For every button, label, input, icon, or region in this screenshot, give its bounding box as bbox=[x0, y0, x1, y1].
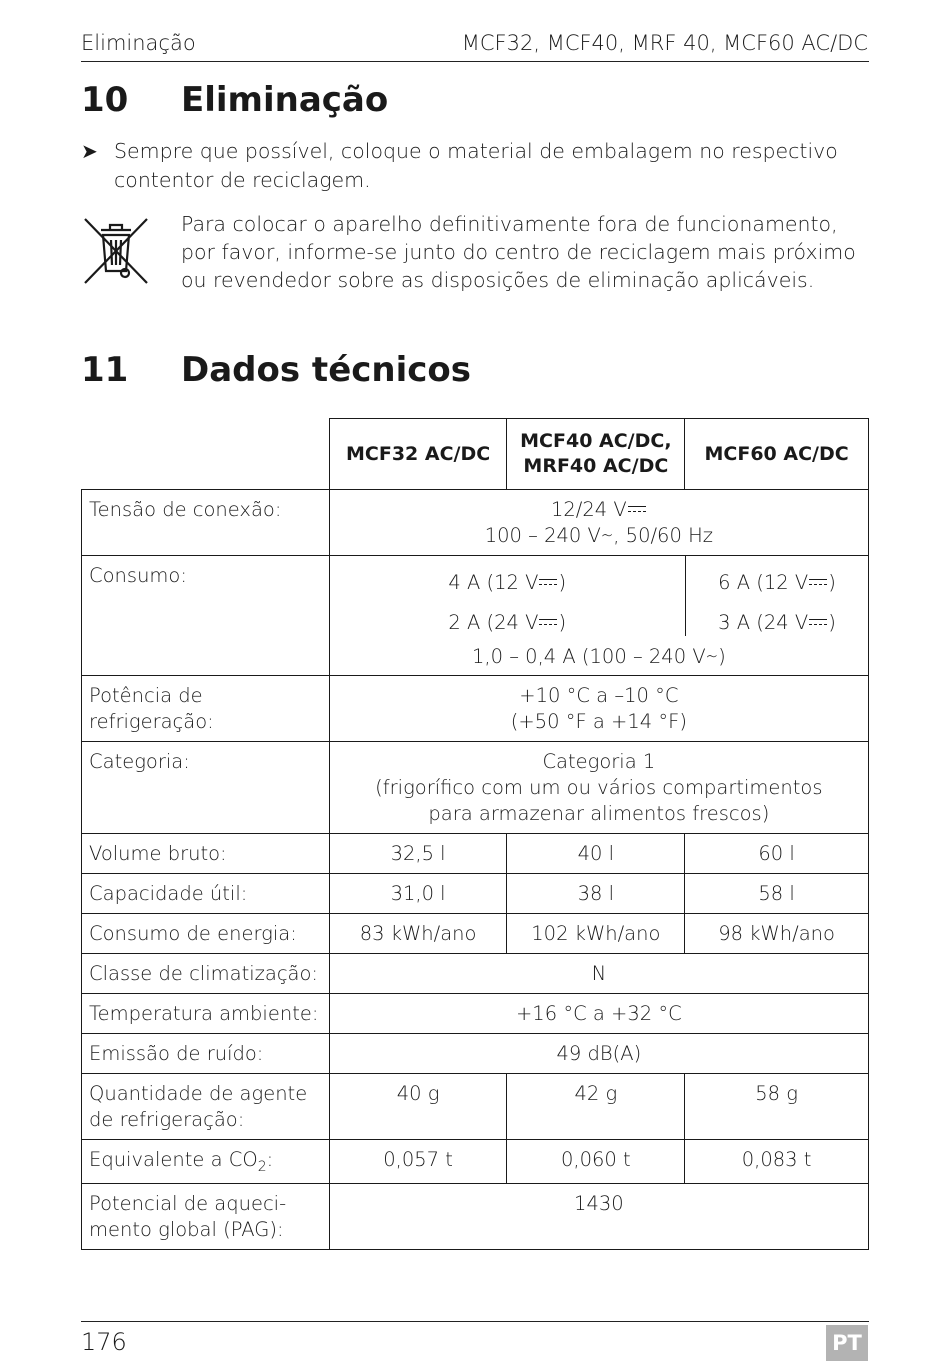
cell-value: 98 kWh/ano bbox=[685, 914, 869, 954]
header-mcf32: MCF32 AC/DC bbox=[329, 419, 507, 490]
row-label: Tensão de conexão: bbox=[82, 490, 330, 556]
dc-symbol-icon bbox=[627, 503, 647, 515]
crossed-out-wheelie-bin-icon bbox=[81, 213, 151, 285]
cell-value: 38 l bbox=[507, 874, 685, 914]
row-label: Volume bruto: bbox=[82, 834, 330, 874]
cell-value: 60 l bbox=[685, 834, 869, 874]
header-divider bbox=[81, 61, 869, 62]
voltage-dc: 12/24 V bbox=[550, 498, 627, 521]
table-row bbox=[82, 556, 869, 676]
cell-value: 40 l bbox=[507, 834, 685, 874]
arrow-bullet-icon: ➤ bbox=[81, 139, 98, 163]
row-label: Consumo de energia: bbox=[82, 914, 330, 954]
cell-value: 1430 bbox=[329, 1184, 868, 1250]
disposal-note: Para colocar o aparelho definitivamente fora de funcionamento, por favor, informe-se junto do centro de reciclagem mais próximo ou revendedor sobre as disposições de eliminação aplicáveis. bbox=[181, 212, 856, 292]
cell-value: 0,083 t bbox=[685, 1140, 869, 1184]
row-label: Categoria: bbox=[82, 742, 330, 834]
row-label: Potência de refrigeração: bbox=[82, 676, 330, 742]
voltage-frequency: , 50/60 Hz bbox=[613, 524, 713, 547]
category-value: Categoria 1 (frigorífico com um ou vários compartimentos para armazenar alimentos frescos) bbox=[329, 742, 868, 834]
section-11-number: 11 bbox=[81, 350, 129, 390]
voltage-value bbox=[329, 490, 868, 556]
cell-value: 83 kWh/ano bbox=[329, 914, 507, 954]
cell-value: 32,5 l bbox=[329, 834, 507, 874]
header-mcf40-mrf40 bbox=[507, 419, 685, 490]
row-label: Temperatura ambiente: bbox=[82, 994, 330, 1034]
section-10-title: Eliminação bbox=[181, 80, 389, 120]
voltage-ac: 100 – 240 V bbox=[484, 524, 601, 547]
packaging-bullet bbox=[81, 137, 867, 195]
empty-header-cell bbox=[82, 419, 330, 490]
table-row bbox=[82, 834, 869, 874]
cell-value: +16 °C a +32 °C bbox=[329, 994, 868, 1034]
header-section-title: Eliminação bbox=[81, 31, 196, 55]
table-row bbox=[82, 1034, 869, 1074]
table-row bbox=[82, 1140, 869, 1184]
consumption-mcf32-mcf40: 4 A (12 V ) 2 A (24 V ) bbox=[448, 571, 567, 634]
page-number: 176 bbox=[81, 1328, 127, 1356]
cell-value: 49 dB(A) bbox=[329, 1034, 868, 1074]
row-label: Capacidade útil: bbox=[82, 874, 330, 914]
table-header-row bbox=[82, 419, 869, 490]
table-row bbox=[82, 874, 869, 914]
header-models: MCF32, MCF40, MRF 40, MCF60 AC/DC bbox=[461, 31, 868, 55]
cell-value: 0,060 t bbox=[507, 1140, 685, 1184]
dc-symbol-icon bbox=[808, 616, 828, 628]
dc-symbol-icon bbox=[538, 576, 558, 588]
table-row bbox=[82, 676, 869, 742]
cell-value: 102 kWh/ano bbox=[507, 914, 685, 954]
row-label: Equivalente a $CO_2$: bbox=[82, 1140, 330, 1184]
dc-symbol-icon bbox=[538, 616, 558, 628]
section-11-title: Dados técnicos bbox=[181, 350, 472, 390]
ac-symbol-icon: ∼ bbox=[705, 645, 719, 668]
packaging-bullet-text: Sempre que possível, coloque o material de embalagem no respectivo contentor de reciclagem. bbox=[114, 139, 838, 192]
row-label: Quantidade de agente de refrigeração: bbox=[82, 1074, 330, 1140]
dc-symbol-icon bbox=[808, 576, 828, 588]
consumption-ac: 1,0 – 0,4 A (100 – 240 V∼) bbox=[472, 645, 726, 668]
cell-value: 42 g bbox=[507, 1074, 685, 1140]
cell-value: 58 l bbox=[685, 874, 869, 914]
row-label: Classe de climatização: bbox=[82, 954, 330, 994]
table-row bbox=[82, 914, 869, 954]
row-label: Potencial de aqueci-mento global (PAG): bbox=[82, 1184, 330, 1250]
consumption-mcf60: 6 A (12 V ) 3 A (24 V ) bbox=[718, 571, 836, 634]
cell-value: 40 g bbox=[329, 1074, 507, 1140]
cell-value: 58 g bbox=[685, 1074, 869, 1140]
table-row bbox=[82, 742, 869, 834]
section-10-number: 10 bbox=[81, 80, 129, 120]
language-badge: PT bbox=[826, 1325, 868, 1361]
header-mcf40: MCF40 AC/DC, bbox=[520, 430, 672, 452]
cell-value: N bbox=[329, 954, 868, 994]
consumption-values bbox=[329, 556, 868, 676]
cell-value: 31,0 l bbox=[329, 874, 507, 914]
table-row bbox=[82, 954, 869, 994]
header-mrf40: MRF40 AC/DC bbox=[523, 455, 669, 477]
table-row bbox=[82, 490, 869, 556]
table-row bbox=[82, 1074, 869, 1140]
ac-symbol-icon: ∼ bbox=[600, 524, 614, 547]
row-label: Consumo: bbox=[82, 556, 330, 676]
table-row bbox=[82, 994, 869, 1034]
table-row bbox=[82, 1184, 869, 1250]
cooling-value: +10 °C a –10 °C (+50 °F a +14 °F) bbox=[329, 676, 868, 742]
header-mcf60: MCF60 AC/DC bbox=[685, 419, 869, 490]
technical-data-table bbox=[81, 418, 869, 1250]
row-label: Emissão de ruído: bbox=[82, 1034, 330, 1074]
cell-value: 0,057 t bbox=[329, 1140, 507, 1184]
footer-divider bbox=[81, 1321, 869, 1322]
